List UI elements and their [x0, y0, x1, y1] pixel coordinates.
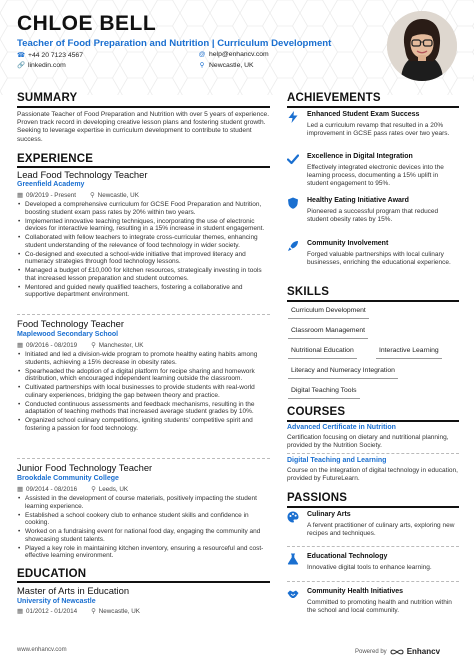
- brand-name: Enhancv: [406, 647, 441, 656]
- job-bullets: [17, 495, 273, 561]
- achievement-item: [287, 240, 459, 276]
- job-meta: [17, 342, 144, 349]
- job-location: Manchester, UK: [98, 342, 144, 349]
- job-dates: 09/2019 - Present: [25, 192, 77, 199]
- achievement-item: [287, 197, 459, 231]
- achievement-title: Enhanced Student Exam Success: [307, 111, 420, 118]
- achievement-item: [287, 153, 459, 193]
- passion-desc: A fervent practitioner of culinary arts, exploring new recipes and techniques.: [307, 522, 455, 537]
- bullet-item: • Co-designed and executed a school-wide initiative that improved literacy and numeracy strategies through food technology lessons.: [17, 251, 273, 266]
- courses-heading: COURSES: [287, 406, 346, 418]
- passions-heading: PASSIONS: [287, 492, 348, 504]
- passion-divider: [287, 581, 459, 582]
- skill-tag: Digital Teaching Tools: [288, 384, 360, 399]
- company-name: Greenfield Academy: [17, 181, 85, 188]
- job-title: Lead Food Technology Teacher: [17, 169, 148, 180]
- phone-text: +44 20 7123 4567: [28, 51, 83, 59]
- bullet-item: • Assisted in the development of course materials, positively impacting the student learning experience.: [17, 495, 273, 510]
- summary-rule: [17, 106, 270, 108]
- bullet-item: • Worked on a fundraising event for national food day, engaging the community and showcasing student talents.: [17, 528, 273, 543]
- handshake-icon: [287, 588, 299, 600]
- education-rule: [17, 581, 270, 583]
- skill-tag: Classroom Management: [288, 324, 368, 339]
- course-title: Advanced Certificate in Nutrition: [287, 424, 396, 431]
- passion-item: [287, 511, 459, 543]
- passion-title: Educational Technology: [307, 553, 388, 560]
- passion-item: [287, 553, 459, 581]
- school-name: University of Newcastle: [17, 598, 96, 605]
- footer-url[interactable]: www.enhancv.com: [17, 647, 67, 653]
- summary-heading: SUMMARY: [17, 92, 78, 104]
- passion-desc: Innovative digital tools to enhance learning.: [307, 564, 432, 571]
- palette-icon: [287, 511, 299, 523]
- achievement-desc: Led a curriculum revamp that resulted in a 20% improvement in GCSE pass rates over two years.: [307, 122, 450, 137]
- profile-photo: [387, 11, 457, 81]
- bullet-item: • Collaborated with fellow teachers to integrate cross-curricular themes, enhancing student understanding of the relevance of food technology in wider society.: [17, 234, 273, 249]
- experience-rule: [17, 166, 270, 168]
- job-title: Junior Food Technology Teacher: [17, 462, 153, 473]
- achievement-desc: Pioneered a successful program that reduced student obesity rates by 15%.: [307, 208, 439, 223]
- achievement-item: [287, 111, 459, 149]
- location-contact: [198, 61, 254, 69]
- job-meta: [17, 192, 139, 199]
- job-divider: [17, 458, 270, 459]
- map-pin-icon: ⚲: [91, 608, 96, 615]
- achievement-desc: Effectively integrated electronic devices into the learning process, documenting a 15% uplift in student engagement to 95%.: [307, 164, 444, 187]
- job-dates: 09/2016 - 08/2019: [25, 342, 78, 349]
- skills-heading: SKILLS: [287, 286, 330, 298]
- passions-rule: [287, 506, 459, 508]
- email-text: help@enhancv.com: [209, 51, 269, 58]
- email-contact[interactable]: [198, 51, 269, 58]
- check-icon: [287, 153, 299, 165]
- skills-rule: [287, 300, 459, 302]
- candidate-name: CHLOE BELL: [17, 12, 157, 35]
- linkedin-contact[interactable]: [17, 61, 66, 69]
- experience-heading: EXPERIENCE: [17, 153, 94, 165]
- bullet-item: • Developed a comprehensive curriculum for GCSE Food Preparation and Nutrition, boosting student exam pass rates by 20% within two years.: [17, 201, 273, 216]
- bullet-item: • Mentored and guided newly qualified teachers, fostering a collaborative and supportive department environment.: [17, 284, 273, 299]
- map-pin-icon: ⚲: [91, 486, 96, 493]
- map-pin-icon: ⚲: [90, 192, 95, 199]
- location-text: Newcastle, UK: [209, 61, 254, 69]
- calendar-icon: ▦: [17, 608, 23, 615]
- bullet-item: • Spearheaded the adoption of a digital platform for recipe sharing and homework distribution, which encouraged independent learning outside the classroom.: [17, 368, 273, 383]
- passion-item: [287, 588, 459, 622]
- bolt-icon: [287, 111, 299, 123]
- powered-by-text: Powered by: [355, 648, 387, 655]
- map-pin-icon: ⚲: [91, 342, 96, 349]
- phone-contact[interactable]: [17, 51, 83, 59]
- bullet-item: • Conducted continuous assessments and feedback mechanisms, resulting in the adaptation of teaching methods that increased average student grades by 10%.: [17, 401, 273, 416]
- achievements-rule: [287, 106, 459, 108]
- education-meta: [17, 608, 140, 615]
- bullet-item: • Initiated and led a division-wide program to promote healthy eating habits among students, achieving a 15% decrease in obesity rates.: [17, 351, 273, 366]
- achievement-desc: Forged valuable partnerships with local culinary businesses, enriching the educational experience.: [307, 251, 451, 266]
- passion-title: Community Health Initiatives: [307, 588, 404, 595]
- summary-text: Passionate Teacher of Food Preparation and Nutrition with over 5 years of experience. Proven track record in developing creative lesson plans and fostering student growth. Seeking to leverage expertise in curriculum development to contribute to student success.: [17, 111, 270, 143]
- education-heading: EDUCATION: [17, 568, 87, 580]
- course-desc: Course on the integration of digital technology in education, provided by FutureLearn.: [287, 467, 458, 482]
- course-title: Digital Teaching and Learning: [287, 457, 387, 464]
- skill-tag: Interactive Learning: [376, 344, 442, 359]
- skill-tag: Curriculum Development: [288, 304, 369, 319]
- course-desc: Certification focusing on dietary and nutritional planning, provided by the Nutrition Society.: [287, 434, 449, 449]
- passion-desc: Committed to promoting health and nutrition within the school and local community.: [307, 599, 452, 614]
- job-bullets: [17, 201, 273, 300]
- achievement-title: Community Involvement: [307, 240, 389, 247]
- job-meta: [17, 486, 128, 493]
- bullet-item: • Played a key role in maintaining kitchen inventory, ensuring a resourceful and cost-effective learning environment.: [17, 545, 273, 560]
- calendar-icon: ▦: [17, 486, 23, 493]
- skill-tag: Literacy and Numeracy Integration: [288, 364, 398, 379]
- at-icon: @: [198, 51, 206, 58]
- skill-tag: Nutritional Education: [288, 344, 357, 359]
- course-divider: [287, 453, 459, 454]
- calendar-icon: ▦: [17, 192, 23, 199]
- linkedin-text: linkedin.com: [28, 61, 66, 69]
- job-title: Food Technology Teacher: [17, 318, 125, 329]
- enhancv-logo-icon: [390, 648, 404, 656]
- degree-title: Master of Arts in Education: [17, 585, 130, 596]
- flask-icon: [287, 553, 299, 565]
- company-name: Brookdale Community College: [17, 475, 119, 482]
- map-pin-icon: ⚲: [199, 62, 205, 69]
- job-location: Leeds, UK: [98, 486, 129, 493]
- education-location: Newcastle, UK: [98, 608, 140, 615]
- courses-rule: [287, 420, 459, 422]
- passion-divider: [287, 546, 459, 547]
- achievement-title: Excellence in Digital Integration: [307, 153, 413, 160]
- education-dates: 01/2012 - 01/2014: [25, 608, 78, 615]
- bullet-item: • Cultivated partnerships with local businesses to provide students with real-world culinary experiences, bridging the gap between theory and practice.: [17, 384, 273, 399]
- link-icon: 🔗: [17, 62, 26, 69]
- job-divider: [17, 314, 270, 315]
- achievement-title: Healthy Eating Initiative Award: [307, 197, 409, 204]
- bullet-item: • Organized school culinary competitions, igniting students' competitive spirit and fostering a passion for food technology.: [17, 417, 273, 432]
- job-location: Newcastle, UK: [97, 192, 139, 199]
- candidate-subtitle: Teacher of Food Preparation and Nutrition | Curriculum Development: [17, 38, 332, 49]
- job-bullets: [17, 351, 273, 434]
- bullet-item: • Established a school cookery club to enhance student skills and confidence in cooking.: [17, 512, 273, 527]
- passion-title: Culinary Arts: [307, 511, 351, 518]
- bullet-item: • Implemented innovative teaching techniques, incorporating the use of electronic devices for interactive learning, resulting in a 15% increase in student engagement.: [17, 218, 273, 233]
- shield-icon: [287, 197, 299, 209]
- calendar-icon: ▦: [17, 342, 23, 349]
- achievements-heading: ACHIEVEMENTS: [287, 92, 381, 104]
- footer-branding[interactable]: [355, 647, 440, 656]
- phone-icon: ☎: [17, 52, 26, 59]
- bullet-item: • Managed a budget of £10,000 for kitchen resources, strategically investing in tools that increased lesson preparation and student outcomes.: [17, 267, 273, 282]
- company-name: Maplewood Secondary School: [17, 331, 119, 338]
- job-dates: 09/2014 - 08/2016: [25, 486, 78, 493]
- rocket-icon: [287, 240, 299, 252]
